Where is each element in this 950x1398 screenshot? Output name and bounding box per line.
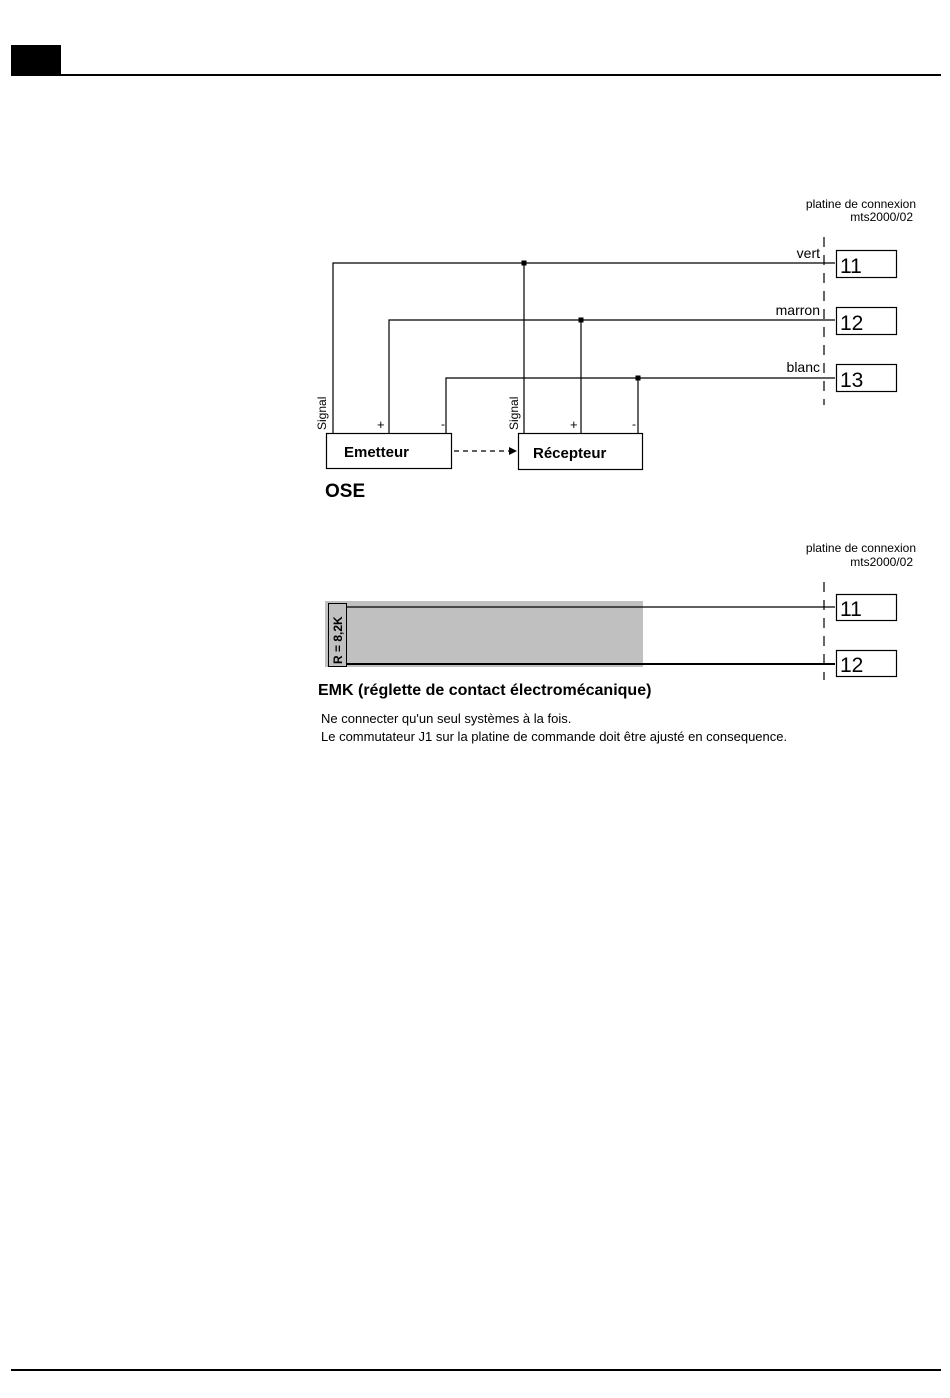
wire-vert-line	[333, 263, 835, 433]
wire-blanc-label: blanc	[786, 359, 820, 375]
terminal-13-number: 13	[840, 369, 864, 392]
junction-dot-blanc	[636, 376, 641, 381]
emetteur-signal-label: Signal	[315, 396, 329, 430]
recepteur-signal-label: Signal	[507, 396, 521, 430]
emk-platine-label-1: platine de connexion	[805, 541, 916, 555]
emk-title: EMK (réglette de contact électromécanique)	[318, 682, 652, 699]
junction-dot-vert	[522, 261, 527, 266]
terminal-11-number: 11	[840, 255, 862, 278]
emk-note-2: Le commutateur J1 sur la platine de commande doit être ajusté en consequence.	[321, 729, 788, 744]
emk-terminal-11-number: 11	[840, 598, 862, 621]
emetteur-plus-label: +	[377, 417, 385, 432]
wire-blanc-line	[446, 378, 835, 433]
recepteur-label: Récepteur	[533, 445, 607, 462]
wire-marron-line	[389, 320, 835, 433]
terminal-12-number: 12	[840, 312, 864, 335]
wire-marron-label: marron	[775, 302, 820, 318]
emk-terminal-12-number: 12	[840, 654, 864, 677]
junction-dot-marron	[579, 318, 584, 323]
ose-platine-label-1: platine de connexion	[805, 197, 916, 211]
emk-contact-strip	[325, 601, 643, 667]
recepteur-minus-label: -	[632, 417, 636, 431]
emetteur-label: Emetteur	[344, 444, 410, 461]
emetteur-minus-label: -	[441, 417, 445, 431]
emk-resistor-label: R = 8,2K	[331, 616, 345, 664]
emk-note-1: Ne connecter qu'un seul systèmes à la fois.	[321, 711, 572, 726]
beam-arrow-head	[509, 447, 517, 455]
page-footer-rule	[11, 1369, 941, 1371]
emk-platine-label-2: mts2000/02	[850, 555, 913, 569]
ose-platine-label-2: mts2000/02	[850, 210, 913, 224]
recepteur-plus-label: +	[570, 417, 578, 432]
ose-title: OSE	[325, 481, 366, 502]
wire-vert-label: vert	[796, 245, 820, 261]
